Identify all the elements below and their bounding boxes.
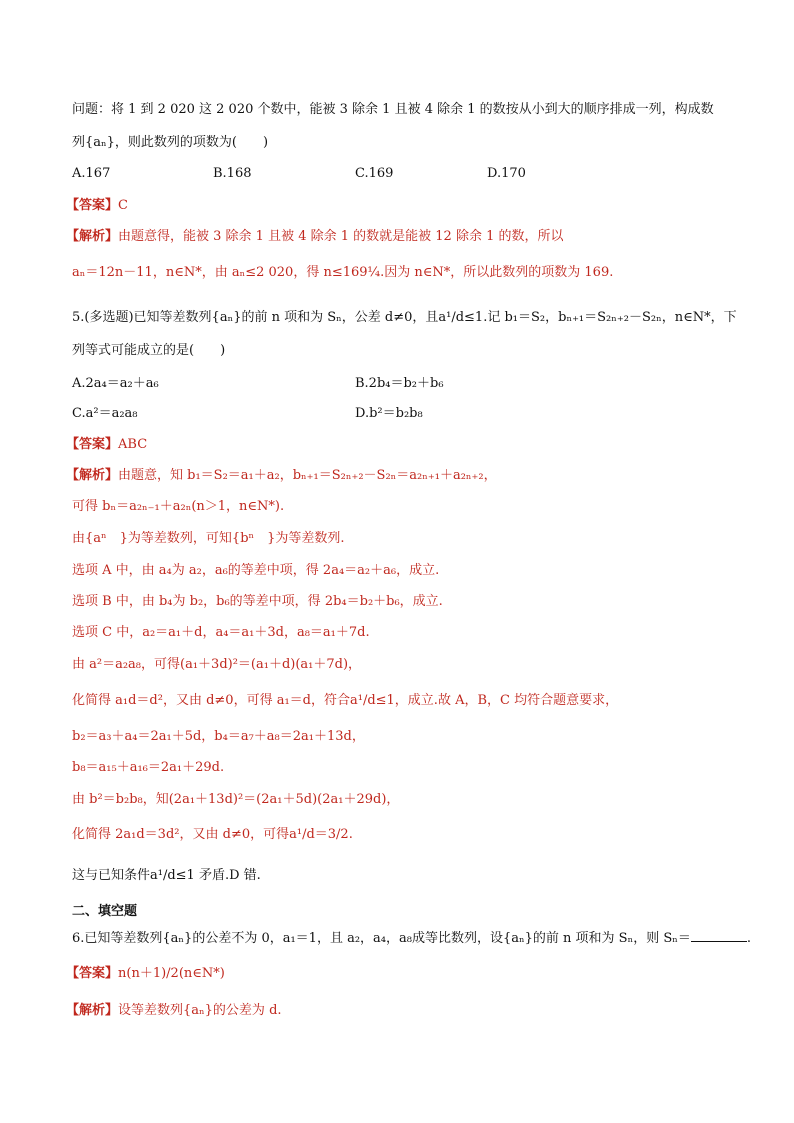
q6-answer-value: n(n＋1)/2(n∈N*) <box>118 966 225 981</box>
q5-analysis-line: b₂＝a₃＋a₄＝2a₁＋5d，b₄＝a₇＋a₈＝2a₁＋13d， <box>72 729 365 744</box>
q6-answer-label: 【答案】 <box>66 966 119 981</box>
q5-analysis-line: 这与已知条件a¹/d≤1 矛盾.D 错. <box>72 868 261 883</box>
q5-analysis-line: 选项 B 中，由 b₄为 b₂，b₆的等差中项，得 2b₄＝b₂＋b₆，成立. <box>72 594 443 609</box>
q5-analysis-line: 由{aⁿ }为等差数列，可知{bⁿ }为等差数列. <box>72 531 345 546</box>
q5-answer-row <box>66 436 147 454</box>
q5-text-line-1: 5.(多选题)已知等差数列{aₙ}的前 n 项和为 Sₙ，公差 d≠0，且a¹/d≤1.记 b₁＝S₂，bₙ₊₁＝S₂ₙ₊₂－S₂ₙ，n∈N*，下 <box>72 310 737 325</box>
q6-text-main: 6.已知等差数列{aₙ}的公差不为 0，a₁＝1，且 a₂，a₄，a₈成等比数列，设{aₙ}的前 n 项和为 Sₙ，则 Sₙ＝ <box>72 931 691 946</box>
q6-analysis-row <box>66 1002 282 1020</box>
analysis-line-1: 由题意得，能被 3 除余 1 且被 4 除余 1 的数就是能被 12 除余 1 的数，所以 <box>118 229 564 244</box>
question-text-line-1: 问题：将 1 到 2 020 这 2 020 个数中，能被 3 除余 1 且被 4 除余 1 的数按从小到大的顺序排成一列，构成数 <box>72 102 714 117</box>
q5-analysis-row <box>66 467 497 485</box>
section-heading: 二、填空题 <box>72 904 138 919</box>
q5-analysis-line: 由 b²＝b₂b₈，知(2a₁＋13d)²＝(2a₁＋5d)(2a₁＋29d)， <box>72 792 400 807</box>
q5-analysis-label: 【解析】 <box>66 468 119 483</box>
answer-row <box>66 197 128 215</box>
q6-answer-blank <box>691 929 747 942</box>
analysis-row <box>66 228 564 246</box>
q6-analysis-label: 【解析】 <box>66 1003 119 1018</box>
q5-analysis-line: 选项 C 中，a₂＝a₁＋d，a₄＝a₁＋3d，a₈＝a₁＋7d. <box>72 625 370 640</box>
analysis-line-2: aₙ＝12n－11，n∈N*，由 aₙ≤2 020，得 n≤169¼.因为 n∈N*，所以此数列的项数为 169. <box>72 265 614 280</box>
q5-text-line-2: 列等式可能成立的是( ) <box>72 343 226 358</box>
q5-analysis-line: 由题意，知 b₁＝S₂＝a₁＋a₂，bₙ₊₁＝S₂ₙ₊₂－S₂ₙ＝a₂ₙ₊₁＋a₂ₙ₊₂， <box>118 468 497 483</box>
option-a: A.167 <box>72 166 111 181</box>
q5-option-d: D.b²＝b₂b₈ <box>355 406 423 421</box>
q5-answer-value: ABC <box>118 437 148 452</box>
answer-value: C <box>118 198 128 213</box>
q6-text <box>72 929 751 948</box>
q5-option-c: C.a²＝a₂a₈ <box>72 406 138 421</box>
answer-label: 【答案】 <box>66 198 119 213</box>
q5-answer-label: 【答案】 <box>66 437 119 452</box>
q5-analysis-line: 可得 bₙ＝a₂ₙ₋₁＋a₂ₙ(n＞1，n∈N*). <box>72 499 285 514</box>
q5-analysis-line: 选项 A 中，由 a₄为 a₂，a₆的等差中项，得 2a₄＝a₂＋a₆，成立. <box>72 563 440 578</box>
q5-analysis-line: 化简得 a₁d＝d²，又由 d≠0，可得 a₁＝d，符合a¹/d≤1，成立.故 A，B，C 均符合题意要求， <box>72 693 619 708</box>
q6-analysis-value: 设等差数列{aₙ}的公差为 d. <box>118 1003 282 1018</box>
q5-analysis-line: b₈＝a₁₅＋a₁₆＝2a₁＋29d. <box>72 760 225 775</box>
question-text-line-2: 列{aₙ}，则此数列的项数为( ) <box>72 135 269 150</box>
option-d: D.170 <box>487 166 526 181</box>
analysis-label: 【解析】 <box>66 229 119 244</box>
option-c: C.169 <box>355 166 394 181</box>
q5-analysis-line: 化简得 2a₁d＝3d²，又由 d≠0，可得a¹/d＝3/2. <box>72 827 353 842</box>
q5-option-b: B.2b₄＝b₂＋b₆ <box>355 376 444 391</box>
option-b: B.168 <box>213 166 252 181</box>
q6-text-end: . <box>746 931 751 946</box>
q5-analysis-line: 由 a²＝a₂a₈，可得(a₁＋3d)²＝(a₁＋d)(a₁＋7d)， <box>72 657 362 672</box>
q5-option-a: A.2a₄＝a₂＋a₆ <box>72 376 159 391</box>
q6-answer-row <box>66 965 225 983</box>
